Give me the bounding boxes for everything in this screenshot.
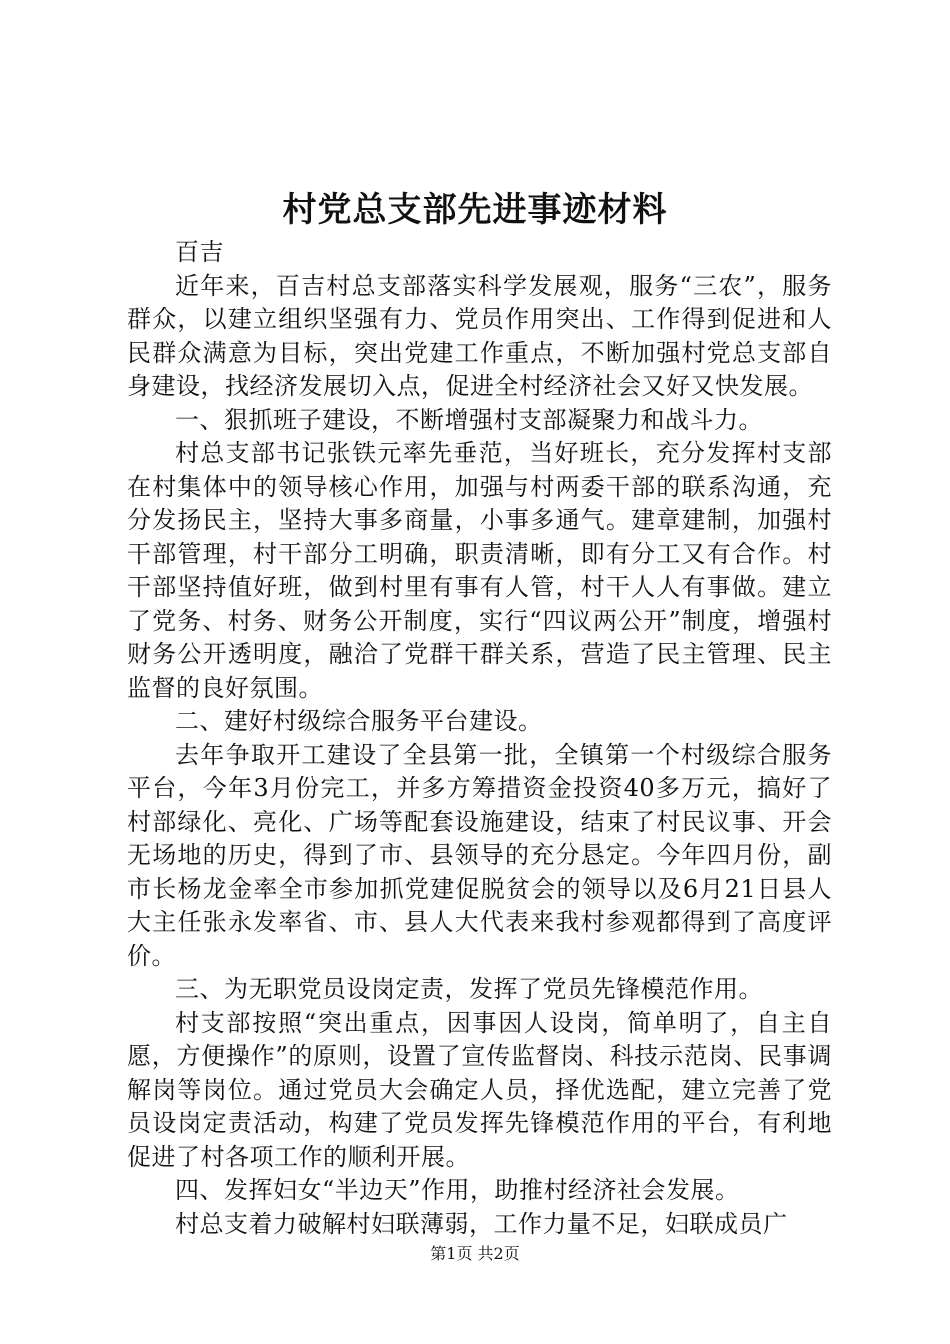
document-title: 村党总支部先进事迹材料 bbox=[282, 190, 668, 230]
author-line: 百吉 bbox=[175, 238, 224, 266]
body-paragraph: 村总支部书记张铁元率先垂范，当好班长，充分发挥村支部在村集体中的领导核心作用，加强与村两委干部的联系沟通，充分发扬民主，坚持大事多商量，小事多通气。建章建制，加强村干部管理，村干部分工明确，职责清晰，即有分工又有合作。村干部坚持值好班，做到村里有事有人管，村干人人有事做。建立了党务、村务、财务公开制度，实行“四议两公开”制度，增强村财务公开透明度，融洽了党群干群关系，营造了民主管理、民主监督的良好氛围。 bbox=[127, 439, 832, 702]
section-heading: 二、建好村级综合服务平台建设。 bbox=[175, 707, 543, 735]
page-number-footer: 第1页 共2页 bbox=[430, 1244, 520, 1263]
document-body bbox=[127, 236, 832, 1241]
body-paragraph: 近年来，百吉村总支部落实科学发展观，服务“三农”，服务群众，以建立组织坚强有力、党员作用突出、工作得到促进和人民群众满意为目标，突出党建工作重点，不断加强村党总支部自身建设，找经济发展切入点，促进全村经济社会又好又快发展。 bbox=[127, 271, 832, 400]
section-heading: 三、为无职党员设岗定责，发挥了党员先锋模范作用。 bbox=[175, 975, 763, 1003]
body-paragraph: 村总支着力破解村妇联薄弱，工作力量不足，妇联成员广 bbox=[175, 1209, 788, 1238]
body-paragraph: 去年争取开工建设了全县第一批，全镇第一个村级综合服务平台，今年3月份完工，并多方筹措资金投资40多万元，搞好了村部绿化、亮化、广场等配套设施建设，结束了村民议事、开会无场地的历史，得到了市、县领导的充分恳定。今年四月份，副市长杨龙金率全市参加抓党建促脱贫会的领导以及6月21日县人大主任张永发率省、市、县人大代表来我村参观都得到了高度评价。 bbox=[127, 740, 832, 970]
section-heading: 一、狠抓班子建设，不断增强村支部凝聚力和战斗力。 bbox=[175, 405, 763, 434]
section-heading: 四、发挥妇女“半边天”作用，助推村经济社会发展。 bbox=[175, 1176, 740, 1204]
body-paragraph: 村支部按照“突出重点，因事因人设岗，简单明了，自主自愿，方便操作”的原则，设置了宣传监督岗、科技示范岗、民事调解岗等岗位。通过党员大会确定人员，择优选配，建立完善了党员设岗定责活动，构建了党员发挥先锋模范作用的平台，有利地促进了村各项工作的顺利开展。 bbox=[127, 1008, 832, 1171]
